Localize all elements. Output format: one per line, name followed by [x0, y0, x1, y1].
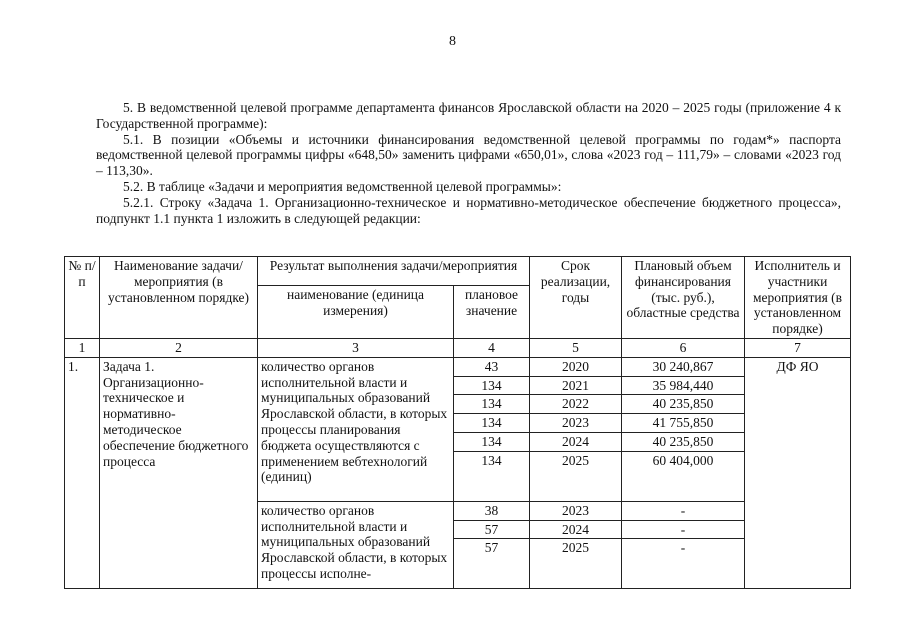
funding-amount: 40 235,850 — [622, 395, 745, 414]
planned-value: 57 — [454, 539, 530, 589]
year: 2022 — [530, 395, 622, 414]
planned-value: 57 — [454, 520, 530, 539]
funding-amount: - — [622, 520, 745, 539]
planned-value: 134 — [454, 432, 530, 451]
column-number: 4 — [454, 338, 530, 357]
planned-value: 134 — [454, 414, 530, 433]
column-number-row — [65, 338, 851, 357]
planned-value: 134 — [454, 376, 530, 395]
document-body — [96, 100, 841, 226]
paragraph-5-2: 5.2. В таблице «Задачи и мероприятия ведомственной целевой программы»: — [123, 178, 562, 194]
planned-value: 43 — [454, 357, 530, 376]
header-num: № п/п — [65, 257, 100, 339]
funding-amount: 30 240,867 — [622, 357, 745, 376]
funding-amount: 60 404,000 — [622, 451, 745, 501]
column-number: 2 — [100, 338, 258, 357]
column-number: 6 — [622, 338, 745, 357]
year: 2023 — [530, 414, 622, 433]
header-funding: Плановый объем финансирования (тыс. руб.), областные средства — [622, 257, 745, 339]
planned-value: 38 — [454, 501, 530, 520]
year: 2025 — [530, 451, 622, 501]
header-term: Срок реализации, годы — [530, 257, 622, 339]
header-result-name: наименование (единица измерения) — [258, 285, 454, 338]
planned-value: 134 — [454, 395, 530, 414]
paragraph-5: 5. В ведомственной целевой программе департамента финансов Ярославской области на 2020 – 2025 годы (приложение 4 к Государственной программе): — [96, 100, 841, 131]
funding-amount: 40 235,850 — [622, 432, 745, 451]
executor: ДФ ЯО — [745, 357, 851, 589]
funding-amount: - — [622, 539, 745, 589]
column-number: 1 — [65, 338, 100, 357]
paragraph-5-1: 5.1. В позиции «Объемы и источники финансирования ведомственной целевой программы по годам*» паспорта ведомственной целевой программы цифры «648,50» заменить цифрами «650,01», слова «2023 год – 111,79» – словами «2023 год – 113,30». — [96, 131, 841, 179]
column-number: 3 — [258, 338, 454, 357]
column-number: 7 — [745, 338, 851, 357]
planned-value: 134 — [454, 451, 530, 501]
tasks-table — [64, 256, 851, 589]
table-row — [65, 357, 851, 376]
year: 2024 — [530, 432, 622, 451]
header-executor: Исполнитель и участники мероприятия (в установленном порядке) — [745, 257, 851, 339]
header-result: Результат выполнения задачи/мероприятия — [258, 257, 530, 286]
indicator-name: количество органов исполнительной власти и муниципальных образований Ярославской области, в которых процессы исполне- — [258, 501, 454, 589]
funding-amount: - — [622, 501, 745, 520]
year: 2020 — [530, 357, 622, 376]
funding-amount: 35 984,440 — [622, 376, 745, 395]
task-name: Задача 1. Организационно-техническое и нормативно-методическое обеспечение бюджетного процесса — [100, 357, 258, 589]
paragraph-5-2-1: 5.2.1. Строку «Задача 1. Организационно-техническое и нормативно-методическое обеспечение бюджетного процесса», подпункт 1.1 пункта 1 изложить в следующей редакции: — [96, 194, 841, 226]
year: 2023 — [530, 501, 622, 520]
header-planned-value: плановое значение — [454, 285, 530, 338]
year: 2024 — [530, 520, 622, 539]
table-header-row — [65, 257, 851, 286]
page-number: 8 — [449, 34, 456, 49]
year: 2025 — [530, 539, 622, 589]
funding-amount: 41 755,850 — [622, 414, 745, 433]
header-task-name: Наименование задачи/ мероприятия (в установленном порядке) — [100, 257, 258, 339]
column-number: 5 — [530, 338, 622, 357]
year: 2021 — [530, 376, 622, 395]
indicator-name: количество органов исполнительной власти и муниципальных образований Ярославской области, в которых процессы планирования бюджета осуществляются с применением вебтехнологий (единиц) — [258, 357, 454, 501]
row-number: 1. — [65, 357, 100, 589]
